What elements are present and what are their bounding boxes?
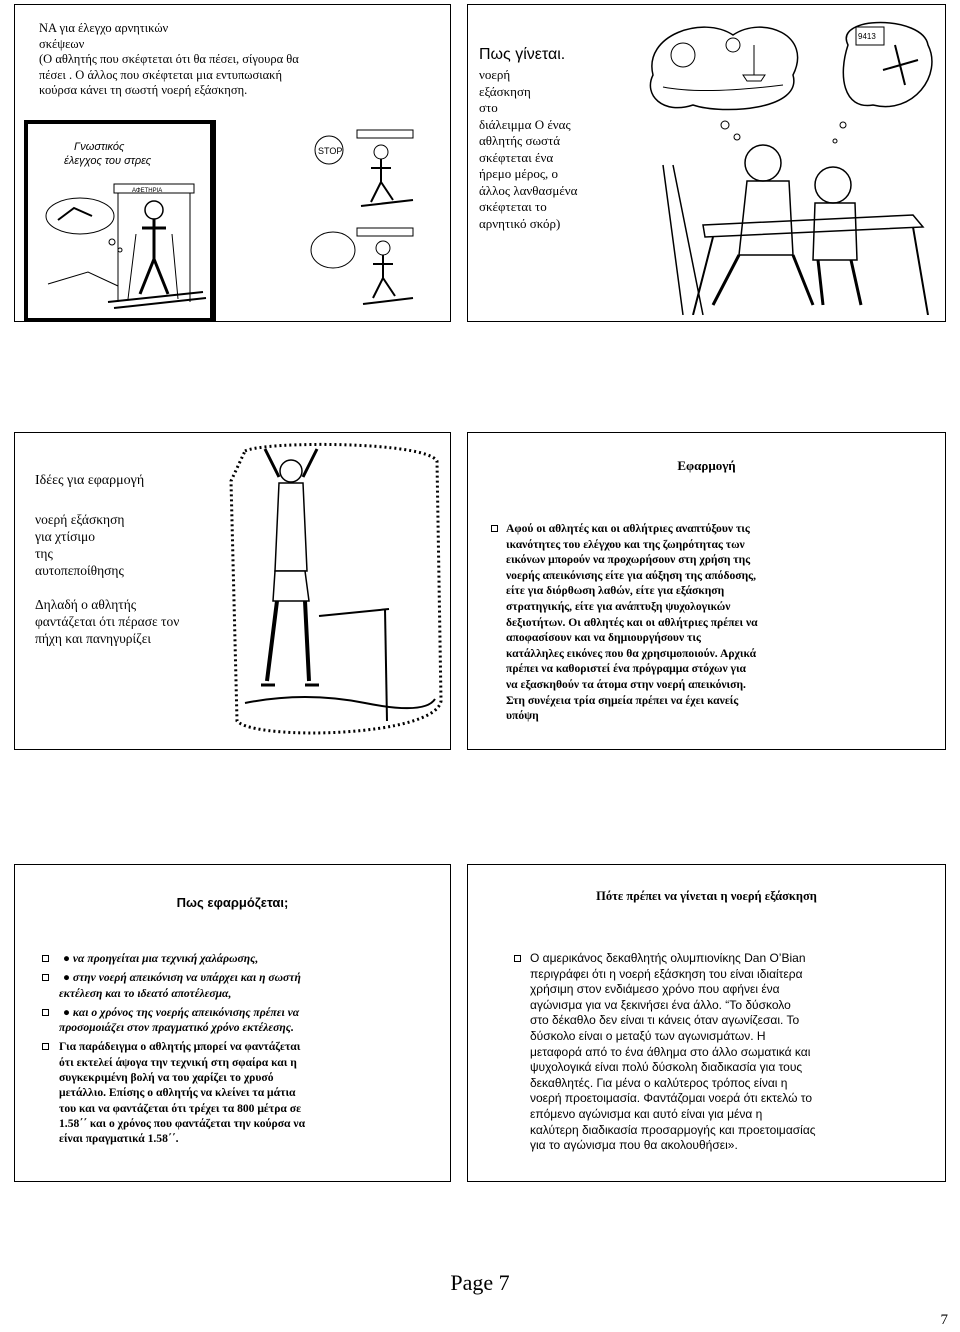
- stress-control-cartoon: [24, 120, 216, 322]
- text-line: πρέπει να καθοριστεί ένα πρόγραμμα στόχων για: [506, 662, 747, 676]
- cartoon-caption-2: έλεγχος του στρες: [64, 155, 152, 167]
- slide-5: [14, 864, 451, 1182]
- text-line: διάλειμμα Ο ένας: [479, 116, 571, 132]
- text-line: ψυχολογικά είναι πολύ δύσκολη διαδικασία για τους: [530, 1060, 803, 1075]
- text-line: Στη συνέχεια τρία σημεία πρέπει να έχει κανείς: [506, 693, 739, 707]
- slide-3-body: [35, 511, 215, 647]
- text-line: περιγράφει ότι η νοερή εξάσκηση του είναι ιδιαίτερα: [530, 966, 803, 981]
- slide-2: [467, 4, 946, 322]
- text-line: ικανότητες του ελέγχου και της ζωηρότητας των: [506, 537, 745, 551]
- baseball-players-cartoon: [643, 15, 943, 315]
- text-line: ΝΑ για έλεγχο αρνητικών: [39, 21, 169, 35]
- stop-sign-label: STOP: [318, 146, 343, 156]
- text-line: επόμενο αγώνισμα και αυτό είναι για μένα η: [530, 1106, 763, 1121]
- text-line: μετάλλιο. Επίσης ο αθλητής να κλείνει τα μάτια: [59, 1086, 296, 1100]
- text-line: σκέφτεται ένα: [479, 149, 554, 165]
- bullet-box-icon: [42, 1043, 49, 1050]
- text-line: 1.58΄΄ και ο χρόνος που φαντάζεται την κούρσα να: [59, 1116, 306, 1130]
- skier-illustration: [28, 124, 210, 318]
- text-line: ήρεμο μέρος, ο: [479, 166, 559, 181]
- text-line: είναι πραγματικά 1.58΄΄.: [59, 1132, 179, 1146]
- text-line: αγώνισμα για να ξεκινήσει ένα άλλο. “Το δύσκολο: [530, 997, 791, 1012]
- text-line: πήχη και πανηγυρίζει: [35, 631, 152, 646]
- list-item: [59, 1039, 389, 1146]
- skier-pair-illustration: [301, 120, 416, 320]
- bullet-box-icon: [42, 1009, 49, 1016]
- slide-1: [14, 4, 451, 322]
- slide-4-body: [506, 521, 836, 724]
- text-line: ότι εκτελεί άψογα την τεχνική στη σφαίρα και η: [59, 1055, 297, 1069]
- slide-6: [467, 864, 946, 1182]
- text-line: αποφασίσουν και να δημιουργήσουν τις: [506, 631, 701, 645]
- list-item: [59, 970, 389, 1001]
- slide-5-title: Πως εφαρμόζεται;: [176, 895, 289, 910]
- slide-6-title: Πότε πρέπει να γίνεται η νοερή εξάσκηση: [596, 889, 817, 903]
- text-line: φαντάζεται ότι πέρασε τον: [35, 614, 180, 629]
- text-line: νοερή προετοιμασία. Φαντάζομαι νοερά ότι εκτελώ το: [530, 1091, 813, 1106]
- text-line: στο: [479, 100, 498, 115]
- text-line: (Ο αθλητής που σκέφτεται ότι θα πέσει, σίγουρα θα: [39, 52, 299, 67]
- text-line: αθλητής σωστά: [479, 133, 561, 148]
- bench-illustration: [643, 15, 943, 315]
- high-jump-cartoon: [225, 441, 445, 743]
- text-line: Αφού οι αθλητές και οι αθλήτριες αναπτύξουν τις: [506, 522, 750, 535]
- text-line: για το αγώνισμα που θα ακολουθήσει».: [530, 1138, 738, 1153]
- text-line: μεταφορά από το ένα άθλημα στο άλλο σωματικά και: [530, 1044, 811, 1059]
- start-sign-label: ΑΦΕΤΗΡΙΑ: [132, 188, 163, 194]
- bullet-box-icon: [491, 525, 498, 532]
- text-line: της: [35, 546, 53, 561]
- slide-5-list: [59, 951, 389, 1147]
- scoreboard-label: 9413: [858, 32, 876, 41]
- text-line: δεκαθλητές. Για μένα ο καλύτερος τρόπος είναι η: [530, 1075, 788, 1090]
- text-line: αυτοπεποίθησης: [35, 563, 124, 578]
- text-line: εξάσκηση: [479, 83, 531, 99]
- text-line: να εξασκηθούν τα άτομα στην νοερή απεικόνιση.: [506, 677, 746, 691]
- text-line: εικόνων μπορούν να προχωρήσουν στη χρήση της: [506, 553, 751, 567]
- text-line: Δηλαδή ο αθλητής: [35, 597, 137, 612]
- text-line: συγκεκριμένη βολή να του χαρίζει το χρυσό: [59, 1071, 274, 1085]
- slide-6-body: [530, 951, 850, 1154]
- bullet-box-icon: [42, 955, 49, 962]
- slide-4-title: Εφαρμογή: [677, 458, 736, 473]
- page-number: 7: [940, 1312, 948, 1328]
- text-line: για χτίσιμο: [35, 529, 95, 544]
- athlete-illustration: [225, 441, 445, 743]
- text-line: ● να προηγείται μια τεχνική χαλάρωσης,: [63, 952, 259, 965]
- text-line: στο δέκαθλο δεν είναι τι κάνεις όταν αγωνίζεσαι. Το: [530, 1013, 800, 1028]
- start-gate-cartoon: [301, 120, 416, 320]
- text-line: άλλος λανθασμένα: [479, 182, 578, 198]
- text-line: Για παράδειγμα ο αθλητής μπορεί να φαντάζεται: [59, 1040, 301, 1054]
- text-line: ● και ο χρόνος της νοερής απεικόνισης πρέπει να: [63, 1005, 300, 1019]
- text-line: του και να φαντάζεται ότι τρέχει τα 800 μέτρα σε: [59, 1101, 302, 1115]
- text-line: σκέψεων: [39, 36, 85, 51]
- slide-3-title: Ιδέες για εφαρμογή: [35, 473, 145, 488]
- bullet-box-icon: [514, 955, 521, 962]
- text-line: είτε για διόρθωση λαθών, είτε για εξάσκηση: [506, 584, 725, 598]
- list-item: [59, 951, 389, 966]
- text-line: πέσει . Ο άλλος που σκέφτεται μια εντυπωσιακή: [39, 67, 283, 82]
- text-line: υπόψη: [506, 709, 539, 723]
- text-line: προσομοιάζει στον πραγματικό χρόνο εκτέλεσης.: [59, 1021, 294, 1035]
- bullet-box-icon: [42, 974, 49, 981]
- text-line: χρήσιμη στον ενδιάμεσο χρόνο που αφήνει ένα: [530, 982, 780, 997]
- text-line: νοερή: [479, 67, 511, 82]
- text-line: αρνητικό σκόρ): [479, 215, 561, 231]
- text-line: δύσκολο είναι ο μεταξύ των αγωνισμάτων. Η: [530, 1028, 766, 1043]
- cartoon-caption-1: Γνωστικός: [74, 141, 125, 153]
- slide-3: [14, 432, 451, 750]
- text-line: δεξιοτήτων. Οι αθλητές και οι αθλήτριες πρέπει να: [506, 615, 758, 629]
- text-line: Ο αμερικάνος δεκαθλητής ολυμπιονίκης Dan O’Bian: [530, 951, 806, 965]
- text-line: καλύτερη διαδικασία προσαρμογής και προετοιμασίας: [530, 1122, 816, 1137]
- text-line: κατάλληλες εικόνες που θα χρησιμοποιούν. Αρχικά: [506, 646, 757, 660]
- text-line: νοερής απεικόνισης είτε για αύξηση της απόδοσης,: [506, 568, 756, 582]
- text-line: στρατηγικής, είτε για ανάπτυξη ψυχολογικών: [506, 599, 731, 613]
- page-label: Page 7: [450, 1270, 510, 1295]
- slide-2-body: [479, 67, 619, 232]
- slide-2-heading: Πως γίνεται.: [479, 46, 566, 63]
- text-line: εκτέλεση και το ιδεατό αποτέλεσμα,: [59, 986, 232, 1000]
- list-item: [59, 1005, 389, 1036]
- text-line: κούρσα κάνει τη σωστή νοερή εξάσκηση.: [39, 83, 248, 98]
- text-line: σκέφτεται το: [479, 199, 547, 214]
- slide-4: [467, 432, 946, 750]
- slide-1-intro: [39, 21, 379, 99]
- text-line: νοερή εξάσκηση: [35, 512, 125, 527]
- text-line: ● στην νοερή απεικόνιση να υπάρχει και η σωστή: [63, 971, 301, 985]
